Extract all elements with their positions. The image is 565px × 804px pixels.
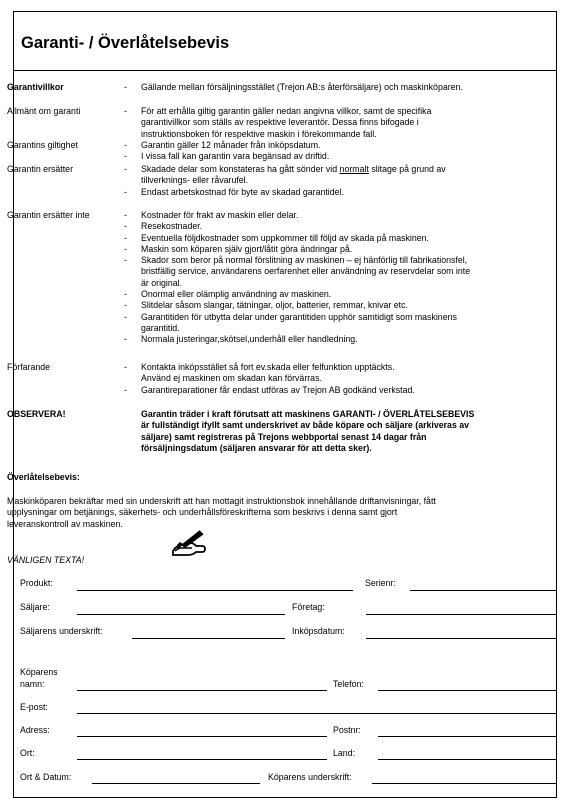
line-text: instruktionsboken för respektive maskin i förekommande fall. bbox=[141, 128, 377, 139]
land-field[interactable] bbox=[378, 759, 556, 760]
section-line bbox=[124, 117, 531, 128]
line-text: är original. bbox=[141, 277, 183, 288]
section-lines bbox=[124, 362, 531, 396]
line-text: Slitdelar såsom slangar, tätningar, oljor, batterier, remmar, knivar etc. bbox=[141, 300, 408, 311]
epost-label: E-post: bbox=[20, 702, 48, 712]
line-text: Onormal eller olämplig användning av maskinen. bbox=[141, 289, 332, 300]
line-text: För att erhålla giltig garantin gäller nedan angivna villkor, samt de specifika bbox=[141, 106, 432, 116]
bullet-dash: - bbox=[124, 243, 127, 254]
bullet-dash: - bbox=[124, 106, 127, 116]
overlatelse-line: leveranskontroll av maskinen. bbox=[7, 518, 123, 529]
bullet-dash: - bbox=[124, 164, 127, 174]
section-label: Förfarande bbox=[7, 362, 51, 372]
line-text bbox=[141, 164, 446, 174]
overlatelse-paragraph bbox=[7, 496, 531, 530]
line-text: I vissa fall kan garantin vara begänsad av driftid. bbox=[141, 151, 330, 162]
line-text: Garantitiden för utbytta delar under garantitiden upphör samtidigt som maskinens bbox=[141, 311, 457, 322]
section-lines bbox=[124, 164, 531, 198]
koparens-namn-field[interactable] bbox=[77, 690, 327, 691]
bullet-dash: - bbox=[124, 232, 127, 243]
line-text: Eventuella följdkostnader som uppkommer till följd av skada på maskinen. bbox=[141, 232, 429, 243]
line-text: Garantin gäller 12 månader från inköpsdatum. bbox=[141, 140, 321, 150]
line-text: Resekostnader. bbox=[141, 221, 203, 232]
saljarens-underskrift-field[interactable] bbox=[132, 638, 285, 639]
saljare-field[interactable] bbox=[77, 614, 285, 615]
overlatelse-line: Maskinköparen bekräftar med sin underskrift att han mottagit instruktionsbok innehållande driftanvisningar, fått bbox=[7, 496, 436, 506]
section-line bbox=[124, 323, 531, 334]
bullet-dash: - bbox=[124, 82, 127, 92]
observera-line: försäljningsdatum (säljaren ansvarar för att detta sker). bbox=[141, 442, 372, 453]
overlatelse-line: upplysningar om betjänings, säkerhets- och underhållsföreskrifterna som beskrivs i denna samt gjort bbox=[7, 507, 398, 518]
postnr-field[interactable] bbox=[378, 736, 556, 737]
line-text-pre: Skadade delar som konstateras ha gått sönder vid bbox=[141, 164, 340, 174]
bullet-dash: - bbox=[124, 311, 127, 322]
section-line bbox=[124, 129, 531, 140]
land-label: Land: bbox=[333, 748, 356, 758]
bullet-dash: - bbox=[124, 140, 127, 150]
section-line bbox=[124, 385, 531, 396]
section-line bbox=[124, 289, 531, 300]
observera-text bbox=[141, 409, 535, 454]
koparens-underskrift-field[interactable] bbox=[372, 783, 556, 784]
section-line bbox=[124, 151, 531, 162]
line-text: Endast arbetskostnad för byte av skadad garantidel. bbox=[141, 186, 344, 197]
observera-label: OBSERVERA! bbox=[7, 409, 66, 419]
telefon-label: Telefon: bbox=[333, 679, 364, 689]
section-line bbox=[124, 175, 531, 186]
bullet-dash: - bbox=[124, 289, 127, 300]
page-title: Garanti- / Överlåtelsebevis bbox=[21, 34, 230, 52]
overlatelse-heading: Överlåtelsebevis: bbox=[7, 472, 80, 482]
bullet-dash: - bbox=[124, 384, 127, 395]
section-line bbox=[124, 300, 531, 311]
bullet-dash: - bbox=[124, 334, 127, 345]
observera-line: är fullständigt ifyllt samt underskrivet av både köpare och säljare (arkiveras av bbox=[141, 420, 470, 431]
line-text: bristfällig service, användarens oerfarenhet eller användning av reservdelar som inte bbox=[141, 266, 471, 277]
section-line bbox=[124, 210, 531, 221]
section-lines bbox=[124, 140, 531, 163]
line-text: Skador som beror på normal förslitning av maskinen – ej hänförlig till fabrikationsfel, bbox=[141, 255, 468, 266]
section-line bbox=[124, 221, 531, 232]
section-lines bbox=[124, 210, 531, 346]
line-text: Garantireparationer får endast utföras av Trejon AB godkänd verkstad. bbox=[141, 384, 415, 395]
section-line bbox=[124, 362, 531, 373]
koparens-label: Köparens bbox=[20, 667, 58, 677]
writing-hand-icon bbox=[170, 528, 208, 558]
line-text: Normala justeringar,skötsel,underhåll eller handledning. bbox=[141, 334, 358, 345]
produkt-field[interactable] bbox=[77, 590, 353, 591]
namn-label: namn: bbox=[20, 679, 45, 689]
section-line bbox=[124, 266, 531, 277]
line-text: tillverknings- eller råvarufel. bbox=[141, 175, 249, 186]
line-text: garantitid. bbox=[141, 322, 180, 333]
section-line bbox=[124, 233, 531, 244]
section-label: Allmänt om garanti bbox=[7, 106, 81, 116]
foretag-label: Företag: bbox=[292, 602, 325, 612]
adress-field[interactable] bbox=[77, 736, 327, 737]
observera-line: säljare) samt registreras på Trejons webbportal senast 14 dagar från bbox=[141, 431, 427, 442]
line-text: Gällande mellan försäljningsstället (Trejon AB:s återförsäljare) och maskinköparen. bbox=[141, 82, 463, 92]
section-line bbox=[124, 278, 531, 289]
inkopsdatum-field[interactable] bbox=[366, 638, 556, 639]
line-text: garantivillkor som ställs av respektive leverantör. Dessa finns bifogade i bbox=[141, 117, 419, 128]
line-text: Använd ej maskinen om skadan kan förvärras. bbox=[141, 373, 322, 384]
section-lines bbox=[124, 82, 531, 93]
ort-datum-label: Ort & Datum: bbox=[20, 772, 72, 782]
produkt-label: Produkt: bbox=[20, 578, 53, 588]
bullet-dash: - bbox=[124, 210, 127, 220]
bullet-dash: - bbox=[124, 186, 127, 197]
bullet-dash: - bbox=[124, 362, 127, 372]
title-divider bbox=[14, 70, 556, 71]
ort-field[interactable] bbox=[77, 759, 327, 760]
saljarens-underskrift-label: Säljarens underskrift: bbox=[20, 626, 103, 636]
section-line bbox=[124, 140, 531, 151]
bullet-dash: - bbox=[124, 221, 127, 232]
section-line bbox=[124, 312, 531, 323]
section-line bbox=[124, 82, 531, 93]
koparens-underskrift-label: Köparens underskrift: bbox=[268, 772, 352, 782]
bullet-dash: - bbox=[124, 255, 127, 266]
texta-instruction: VÄNLIGEN TEXTA! bbox=[7, 555, 85, 565]
line-text: Maskin som köparen själv gjort/låtit göra ändringar på. bbox=[141, 243, 353, 254]
line-text: Kostnader för frakt av maskin eller delar. bbox=[141, 210, 299, 220]
line-text-post: slitage på grund av bbox=[368, 164, 446, 174]
ort-datum-field[interactable] bbox=[92, 783, 260, 784]
ort-label: Ort: bbox=[20, 748, 35, 758]
saljare-label: Säljare: bbox=[20, 602, 50, 612]
section-line bbox=[124, 106, 531, 117]
section-line bbox=[124, 255, 531, 266]
bullet-dash: - bbox=[124, 151, 127, 162]
section-line bbox=[124, 373, 531, 384]
bullet-dash: - bbox=[124, 300, 127, 311]
section-line bbox=[124, 244, 531, 255]
adress-label: Adress: bbox=[20, 725, 50, 735]
section-label: Garantins giltighet bbox=[7, 140, 78, 150]
inkopsdatum-label: Inköpsdatum: bbox=[292, 626, 345, 636]
serienr-label: Serienr: bbox=[365, 578, 396, 588]
observera-line: Garantin träder i kraft förutsatt att maskinens GARANTI- / ÖVERLÅTELSEBEVIS bbox=[141, 409, 475, 419]
section-label: Garantin ersätter inte bbox=[7, 210, 90, 220]
section-line bbox=[124, 334, 531, 345]
foretag-field[interactable] bbox=[366, 614, 556, 615]
section-label: Garantin ersätter bbox=[7, 164, 74, 174]
section-line bbox=[124, 164, 531, 175]
section-lines bbox=[124, 106, 531, 140]
telefon-field[interactable] bbox=[378, 690, 556, 691]
serienr-field[interactable] bbox=[410, 590, 556, 591]
section-label: Garantivillkor bbox=[7, 82, 64, 92]
section-line bbox=[124, 187, 531, 198]
postnr-label: Postnr: bbox=[333, 725, 361, 735]
epost-field[interactable] bbox=[77, 713, 556, 714]
underlined-word: normalt bbox=[339, 164, 369, 174]
line-text: Kontakta inköpsstället så fort ev.skada eller felfunktion upptäckts. bbox=[141, 362, 395, 372]
